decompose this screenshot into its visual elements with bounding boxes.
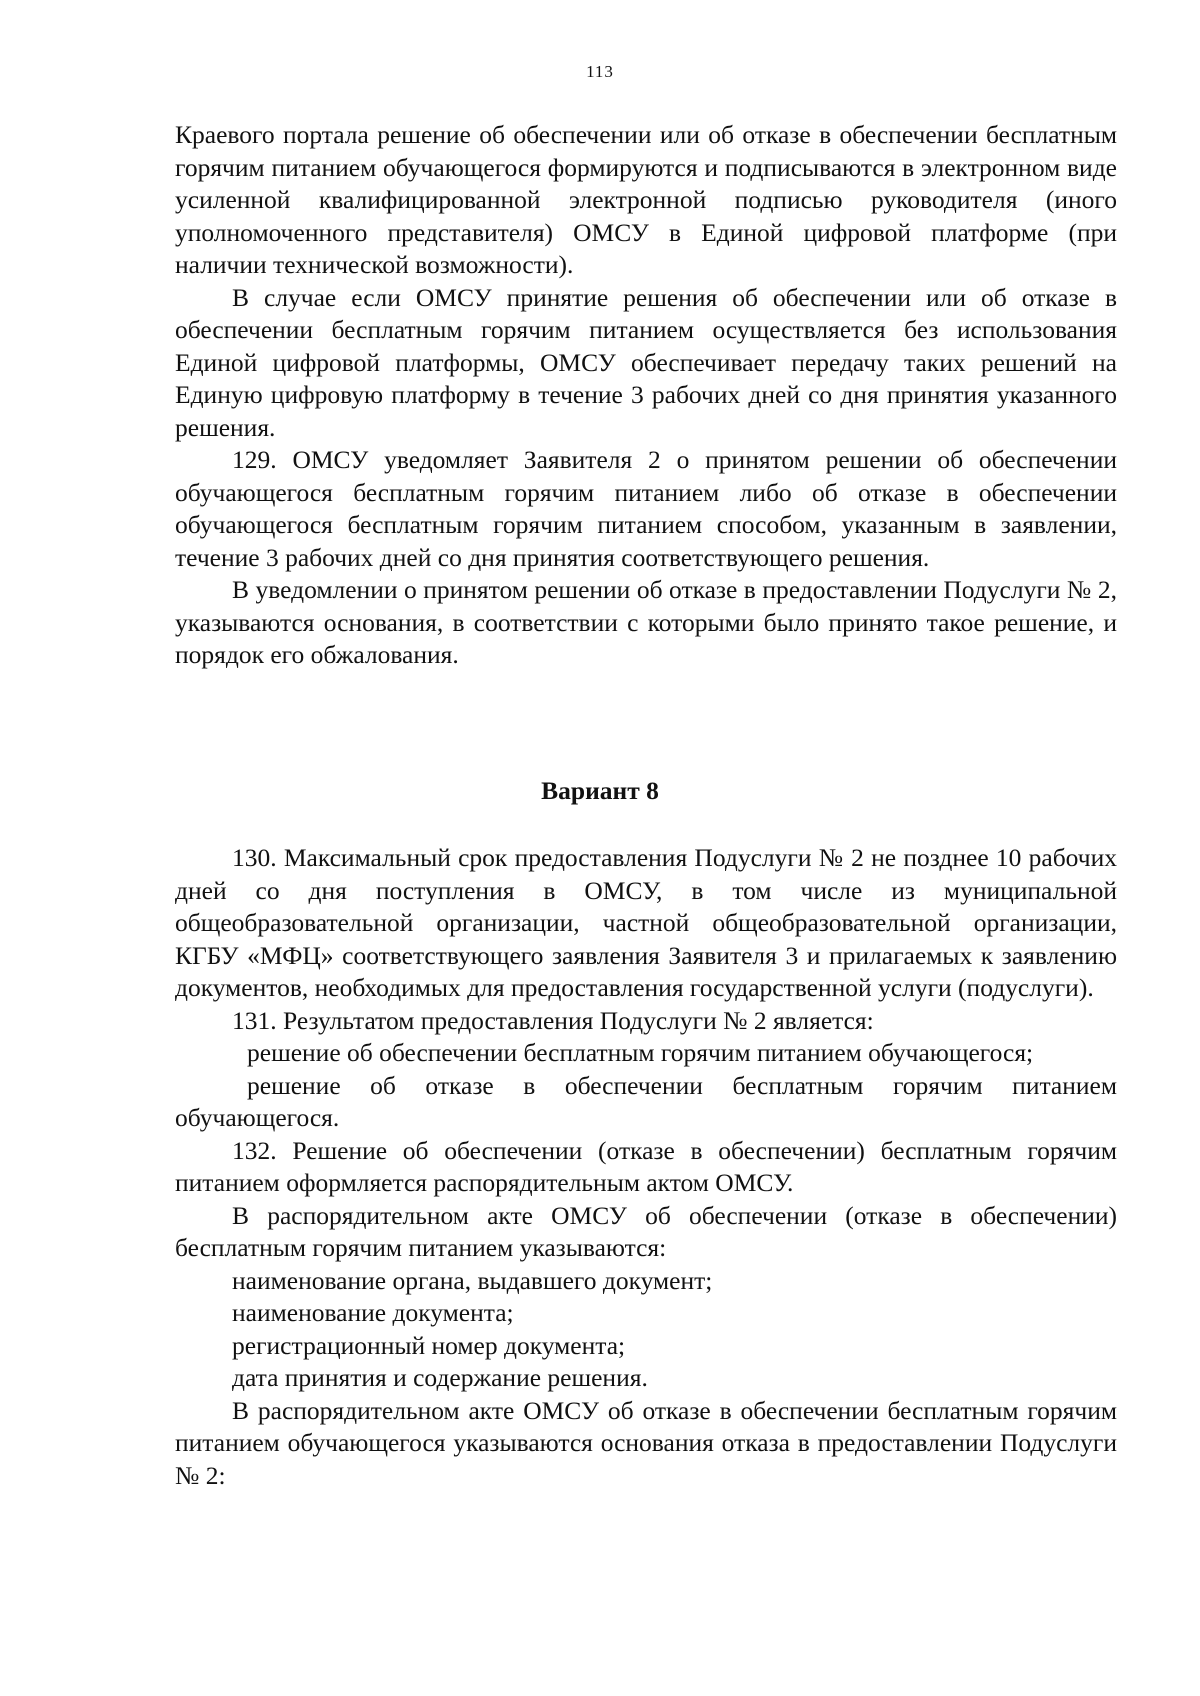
list-item: решение об обеспечении бесплатным горячим питанием обучающегося; bbox=[247, 1038, 1034, 1067]
page-number: 113 bbox=[586, 62, 614, 81]
paragraph: В уведомлении о принятом решении об отказе в предоставлении Подуслуги № 2, указываются основания, в соответствии с которыми было принято такое решение, и порядок его обжалования. bbox=[175, 575, 1117, 669]
text-block-bottom bbox=[175, 842, 1117, 1492]
paragraph-131: 131. Результатом предоставления Подуслуги № 2 является: bbox=[232, 1005, 874, 1035]
list-item: регистрационный номер документа; bbox=[232, 1330, 626, 1360]
list-item: решение об отказе в обеспечении бесплатным горячим питанием обучающегося. bbox=[175, 1070, 1117, 1132]
paragraph-130: 130. Максимальный срок предоставления Подуслуги № 2 не позднее 10 рабочих дней со дня поступления в ОМСУ, в том числе из муниципальной общеобразовательной организации, частной общеобразовательной организации, КГБУ «МФЦ» соответствующего заявления Заявителя 3 и прилагаемых к заявлению документов, необходимых для предоставления государственной услуги (подуслуги). bbox=[175, 843, 1117, 1002]
section-heading: Вариант 8 bbox=[541, 776, 659, 805]
paragraph: Краевого портала решение об обеспечении или об отказе в обеспечении бесплатным горячим питанием обучающегося формируются и подписываются в электронном виде усиленной квалифицированной электронной подписью руководителя (иного уполномоченного представителя) ОМСУ в Единой цифровой платформе (при наличии технической возможности). bbox=[175, 120, 1117, 279]
list-item: наименование документа; bbox=[232, 1298, 514, 1327]
list-item: наименование органа, выдавшего документ; bbox=[232, 1265, 713, 1295]
paragraph-129: 129. ОМСУ уведомляет Заявителя 2 о принятом решении об обеспечении обучающегося бесплатным горячим питанием либо об отказе в обеспечении обучающегося бесплатным горячим питанием способом, указанным в заявлении, течение 3 рабочих дней со дня принятия соответствующего решения. bbox=[175, 445, 1117, 572]
list-item: дата принятия и содержание решения. bbox=[232, 1363, 648, 1392]
paragraph: В случае если ОМСУ принятие решения об обеспечении или об отказе в обеспечении бесплатным горячим питанием осуществляется без использования Единой цифровой платформы, ОМСУ обеспечивает передачу таких решений на Единую цифровую платформу в течение 3 рабочих дней со дня принятия указанного решения. bbox=[175, 282, 1117, 442]
text-block-top bbox=[175, 119, 1117, 672]
paragraph-132: 132. Решение об обеспечении (отказе в обеспечении) бесплатным горячим питанием оформляется распорядительным актом ОМСУ. bbox=[175, 1135, 1117, 1197]
paragraph: В распорядительном акте ОМСУ об обеспечении (отказе в обеспечении) бесплатным горячим питанием указываются: bbox=[175, 1200, 1117, 1262]
paragraph: В распорядительном акте ОМСУ об отказе в обеспечении бесплатным горячим питанием обучающегося указываются основания отказа в предоставлении Подуслуги № 2: bbox=[175, 1395, 1117, 1490]
